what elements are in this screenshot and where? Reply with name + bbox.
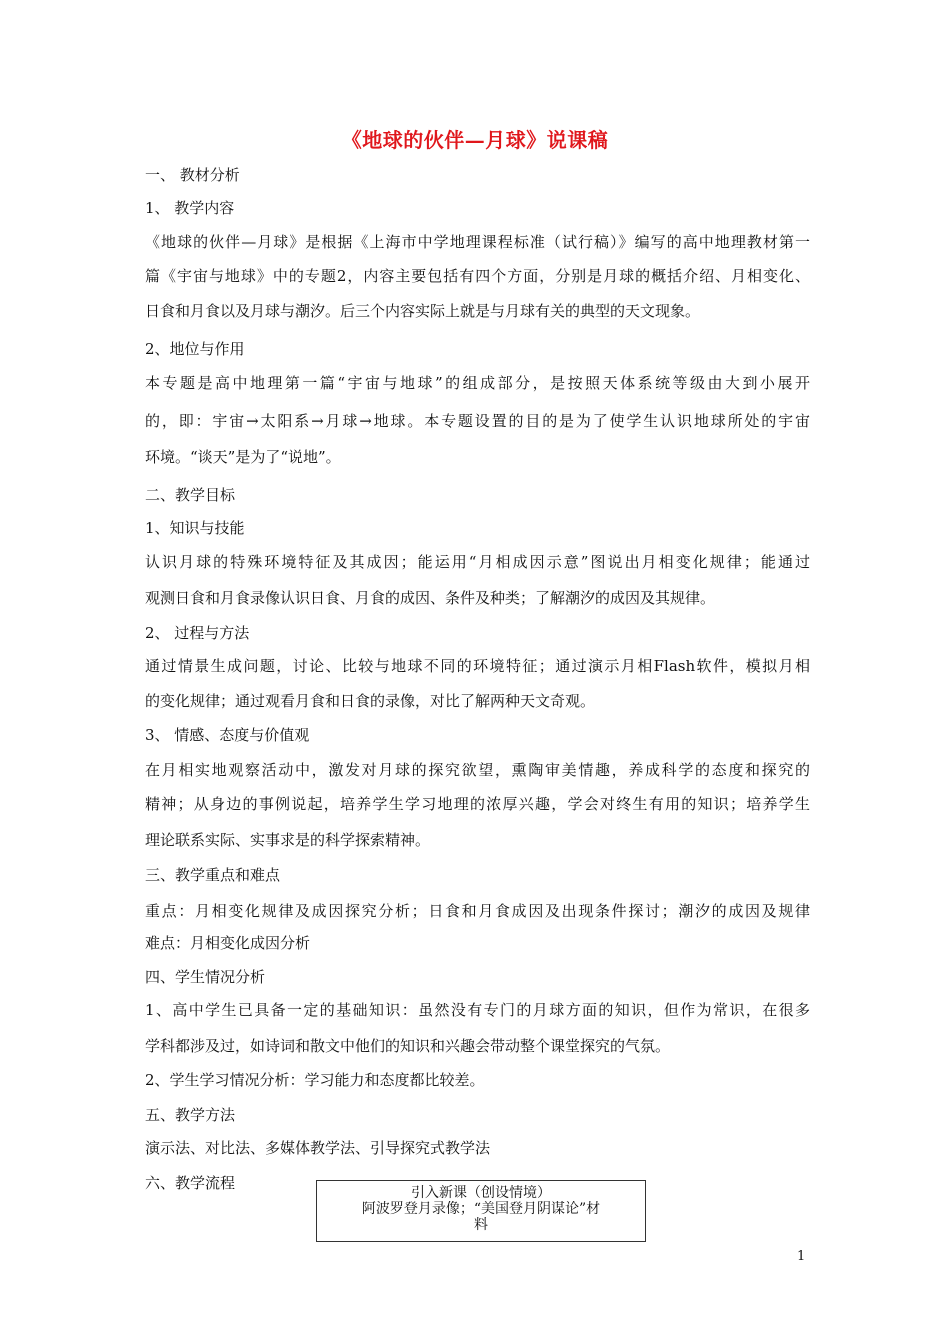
flow-box-line-2: 阿波罗登月录像；“美国登月阴谋论”材 xyxy=(361,1201,601,1217)
body-line: 重点：月相变化规律及成因探究分析；日食和月食成因及出现条件探讨；潮汐的成因及规律 xyxy=(145,902,810,920)
body-line: 日食和月食以及月球与潮汐。后三个内容实际上就是与月球有关的典型的天文现象。 xyxy=(145,302,701,320)
body-line: 篇《宇宙与地球》中的专题2，内容主要包括有四个方面，分别是月球的概括介绍、月相变化、 xyxy=(145,267,810,285)
body-line: 1、高中学生已具备一定的基础知识：虽然没有专门的月球方面的知识，但作为常识，在很多 xyxy=(145,1001,810,1019)
body-line: 的变化规律；通过观看月食和日食的录像，对比了解两种天文奇观。 xyxy=(145,692,596,710)
flow-box xyxy=(316,1180,646,1242)
body-line: 认识月球的特殊环境特征及其成因；能运用“月相成因示意”图说出月相变化规律；能通过 xyxy=(145,553,810,571)
body-line: 精神；从身边的事例说起，培养学生学习地理的浓厚兴趣，学会对终生有用的知识；培养学生 xyxy=(145,795,810,813)
body-line: 2、地位与作用 xyxy=(145,340,245,358)
body-line: 3、 情感、态度与价值观 xyxy=(145,726,310,744)
body-line: 的，即：宇宙→太阳系→月球→地球。本专题设置的目的是为了使学生认识地球所处的宇宙 xyxy=(145,412,810,430)
body-line: 1、 教学内容 xyxy=(145,199,235,217)
body-line: 四、学生情况分析 xyxy=(145,968,266,986)
flow-box-line-1: 引入新课（创设情境） xyxy=(411,1185,551,1201)
page-number: 1 xyxy=(797,1249,806,1264)
body-line: 通过情景生成问题，讨论、比较与地球不同的环境特征；通过演示月相Flash软件，模拟月相 xyxy=(145,657,810,675)
body-line: 理论联系实际、实事求是的科学探索精神。 xyxy=(145,831,431,849)
body-line: 《地球的伙伴—月球》是根据《上海市中学地理课程标准（试行稿）》编写的高中地理教材第一 xyxy=(145,233,810,251)
body-line: 2、学生学习情况分析：学习能力和态度都比较差。 xyxy=(145,1071,485,1089)
body-line: 演示法、对比法、多媒体教学法、引导探究式教学法 xyxy=(145,1139,491,1157)
body-line: 1、知识与技能 xyxy=(145,519,245,537)
body-line: 观测日食和月食录像认识日食、月食的成因、条件及种类；了解潮汐的成因及其规律。 xyxy=(145,589,716,607)
body-line: 本专题是高中地理第一篇“宇宙与地球”的组成部分，是按照天体系统等级由大到小展开 xyxy=(145,374,810,392)
document-title: 《地球的伙伴—月球》说课稿 xyxy=(341,128,609,152)
body-line: 六、教学流程 xyxy=(145,1174,236,1192)
body-line: 环境。“谈天”是为了“说地”。 xyxy=(145,448,341,466)
body-line: 一、 教材分析 xyxy=(145,166,240,184)
body-line: 五、教学方法 xyxy=(145,1106,236,1124)
body-line: 二、教学目标 xyxy=(145,486,236,504)
body-line: 2、 过程与方法 xyxy=(145,624,250,642)
body-line: 三、教学重点和难点 xyxy=(145,866,281,884)
flow-box-line-3: 料 xyxy=(474,1217,488,1233)
body-line: 难点：月相变化成因分析 xyxy=(145,934,311,952)
body-line: 学科都涉及过，如诗词和散文中他们的知识和兴趣会带动整个课堂探究的气氛。 xyxy=(145,1037,671,1055)
body-line: 在月相实地观察活动中，激发对月球的探究欲望，熏陶审美情趣，养成科学的态度和探究的 xyxy=(145,761,810,779)
